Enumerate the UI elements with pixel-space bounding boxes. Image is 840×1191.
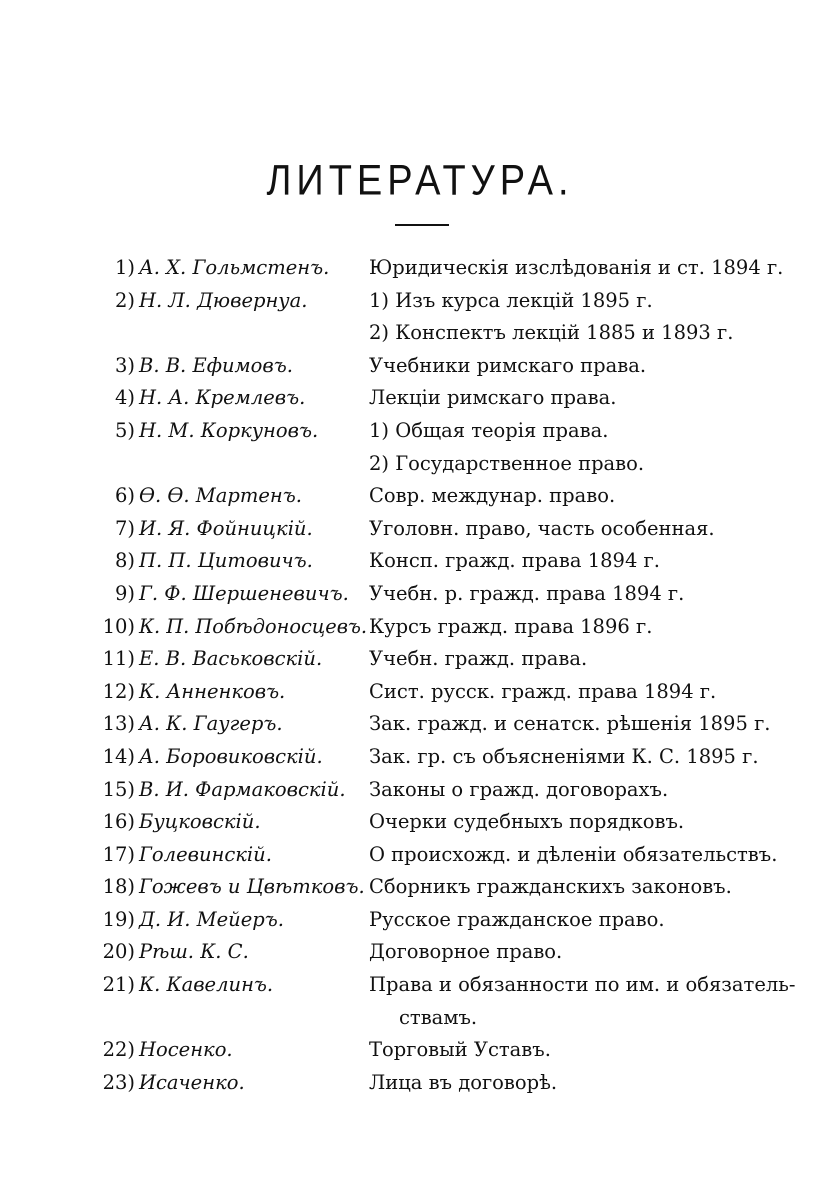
entry-number: 3): [114, 353, 135, 377]
bibliography-entry: [0, 774, 840, 807]
entry-work: Сист. русск. гражд. права 1894 г.: [369, 679, 717, 703]
entry-author: В. И. Фармаковскій.: [139, 777, 346, 801]
bibliography-entry: [0, 708, 840, 741]
entry-line: [0, 969, 840, 1002]
bibliography-entry: [0, 285, 840, 350]
entry-author: Гожевъ и Цвѣтковъ.: [139, 875, 365, 899]
entry-line: [0, 904, 840, 937]
entry-line: [0, 285, 840, 318]
entry-number: 22): [102, 1038, 135, 1062]
entry-author: И. Я. Фойницкій.: [139, 516, 313, 540]
bibliography-entry: [0, 643, 840, 676]
bibliography-entry: [0, 839, 840, 872]
entry-line: [0, 350, 840, 383]
bibliography-entry: [0, 936, 840, 969]
entry-number: 2): [114, 288, 135, 312]
entry-line: [0, 252, 840, 285]
entry-work: Юридическія изслѣдованія и ст. 1894 г.: [369, 256, 784, 279]
entry-number: 5): [114, 418, 135, 442]
bibliography-entry: [0, 1034, 840, 1067]
entry-line: [0, 382, 840, 415]
bibliography-entry: [0, 1067, 840, 1100]
entry-work: Зак. гр. съ объясненіями К. С. 1895 г.: [369, 744, 759, 768]
entry-work: Лица въ договорѣ.: [369, 1070, 558, 1094]
entry-line: [0, 448, 840, 481]
entry-work: Консп. гражд. права 1894 г.: [369, 549, 660, 573]
entry-number: 13): [102, 712, 135, 736]
entry-work: Законы о гражд. договорахъ.: [369, 777, 669, 801]
bibliography-list: [0, 252, 840, 1099]
entry-line: [0, 741, 840, 774]
entry-author: Рѣш. К. С.: [139, 940, 249, 964]
entry-work: Права и обязанности по им. и обязатель-: [369, 973, 796, 997]
entry-author: А. Боровиковскій.: [139, 744, 323, 768]
entry-line: [0, 513, 840, 546]
entry-author: К. Анненковъ.: [139, 679, 286, 703]
entry-work: Совр. междунар. право.: [369, 484, 616, 508]
entry-work: ствамъ.: [399, 1005, 478, 1029]
entry-author: Д. И. Мейеръ.: [139, 907, 284, 931]
entry-work: Уголовн. право, часть особенная.: [369, 516, 715, 540]
entry-number: 6): [114, 484, 135, 508]
bibliography-entry: [0, 676, 840, 709]
bibliography-entry: [0, 741, 840, 774]
entry-author: Исаченко.: [139, 1070, 245, 1094]
entry-number: 20): [102, 940, 135, 964]
entry-number: 23): [102, 1070, 135, 1094]
entry-line: [0, 806, 840, 839]
entry-author: А. Х. Гольмстенъ.: [139, 256, 330, 279]
entry-number: 18): [102, 875, 135, 899]
bibliography-entry: [0, 350, 840, 383]
entry-author: Н. М. Коркуновъ.: [139, 418, 319, 442]
entry-work: Зак. гражд. и сенатск. рѣшенія 1895 г.: [369, 712, 771, 736]
entry-line: [0, 317, 840, 350]
entry-author: Носенко.: [139, 1038, 233, 1062]
entry-work: 1) Общая теорія права.: [369, 418, 609, 442]
entry-line: [0, 578, 840, 611]
entry-number: 21): [102, 973, 135, 997]
entry-number: 14): [102, 744, 135, 768]
entry-line: [0, 1034, 840, 1067]
entry-work: Лекціи римскаго права.: [369, 386, 617, 410]
entry-line: [0, 676, 840, 709]
entry-line: [0, 708, 840, 741]
bibliography-entry: [0, 806, 840, 839]
bibliography-entry: [0, 480, 840, 513]
entry-author: Ѳ. Ѳ. Мартенъ.: [139, 484, 302, 508]
entry-number: 15): [102, 777, 135, 801]
bibliography-entry: [0, 904, 840, 937]
entry-work: 2) Конспектъ лекцій 1885 и 1893 г.: [369, 321, 734, 345]
entry-author: А. К. Гаугеръ.: [139, 712, 283, 736]
entry-author: Н. А. Кремлевъ.: [139, 386, 306, 410]
bibliography-entry: [0, 611, 840, 644]
entry-line: [0, 643, 840, 676]
entry-work: Курсъ гражд. права 1896 г.: [369, 614, 653, 638]
entry-line: [0, 871, 840, 904]
entry-line: [0, 1002, 840, 1035]
entry-work: Учебн. гражд. права.: [369, 647, 588, 671]
entry-author: П. П. Цитовичъ.: [139, 549, 313, 573]
entry-author: К. Кавелинъ.: [139, 973, 274, 997]
entry-work: Учебн. р. гражд. права 1894 г.: [369, 581, 685, 605]
bibliography-entry: [0, 871, 840, 904]
entry-work: Сборникъ гражданскихъ законовъ.: [369, 875, 732, 899]
entry-number: 19): [102, 907, 135, 931]
entry-number: 10): [102, 614, 135, 638]
entry-number: 1): [114, 256, 135, 279]
page-title: ЛИТЕРАТУРА.: [266, 157, 574, 205]
entry-author: Н. Л. Дювернуа.: [139, 288, 308, 312]
entry-line: [0, 415, 840, 448]
entry-author: Голевинскій.: [139, 842, 272, 866]
entry-number: 8): [114, 549, 135, 573]
entry-work: Договорное право.: [369, 940, 563, 964]
bibliography-entry: [0, 545, 840, 578]
entry-number: 12): [102, 679, 135, 703]
title-rule: [395, 224, 449, 226]
bibliography-entry: [0, 415, 840, 480]
entry-work: Учебники римскаго права.: [369, 353, 647, 377]
bibliography-entry: [0, 578, 840, 611]
bibliography-entry: [0, 252, 840, 285]
entry-work: Очерки судебныхъ порядковъ.: [369, 810, 685, 834]
entry-line: [0, 936, 840, 969]
entry-number: 9): [114, 581, 135, 605]
entry-number: 17): [102, 842, 135, 866]
bibliography-entry: [0, 969, 840, 1034]
entry-line: [0, 774, 840, 807]
entry-line: [0, 839, 840, 872]
entry-author: Е. В. Васьковскій.: [139, 647, 323, 671]
entry-work: 2) Государственное право.: [369, 451, 645, 475]
entry-work: О происхожд. и дѣленіи обязательствъ.: [369, 842, 778, 866]
entry-work: Русское гражданское право.: [369, 907, 665, 931]
entry-author: Буцковскій.: [139, 810, 261, 834]
entry-line: [0, 611, 840, 644]
entry-number: 4): [114, 386, 135, 410]
entry-number: 7): [114, 516, 135, 540]
entry-number: 16): [102, 810, 135, 834]
entry-work: 1) Изъ курса лекцій 1895 г.: [369, 288, 653, 312]
entry-number: 11): [102, 647, 135, 671]
bibliography-entry: [0, 382, 840, 415]
entry-line: [0, 1067, 840, 1100]
entry-line: [0, 480, 840, 513]
entry-line: [0, 545, 840, 578]
bibliography-entry: [0, 513, 840, 546]
entry-author: В. В. Ефимовъ.: [139, 353, 293, 377]
entry-author: Г. Ф. Шершеневичъ.: [139, 581, 349, 605]
entry-work: Торговый Уставъ.: [369, 1038, 551, 1062]
entry-author: К. П. Побѣдоносцевъ.: [139, 614, 367, 638]
